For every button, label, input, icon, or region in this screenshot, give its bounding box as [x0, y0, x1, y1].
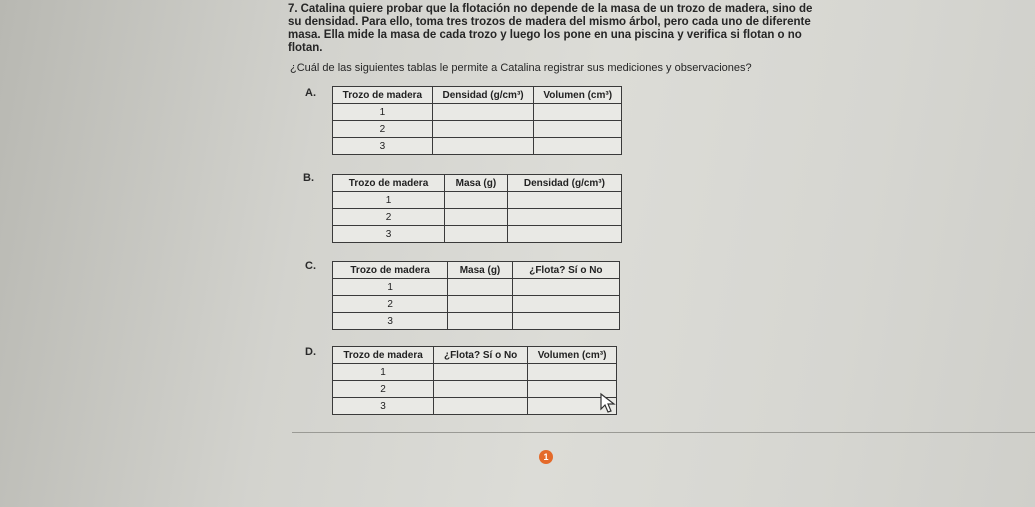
- table-cell: 2: [333, 381, 434, 398]
- table-cell: [528, 364, 617, 381]
- table-header: Trozo de madera: [333, 87, 433, 104]
- question-prompt: ¿Cuál de las siguientes tablas le permite a Catalina registrar sus mediciones y observaciones?: [290, 62, 752, 74]
- table-cell: 3: [333, 313, 448, 330]
- table-cell: [534, 104, 622, 121]
- table-row: [333, 364, 617, 381]
- table-header: Masa (g): [448, 262, 513, 279]
- option-d-table[interactable]: [332, 346, 617, 415]
- table-cell: 2: [333, 296, 448, 313]
- table-header: Densidad (g/cm³): [432, 87, 534, 104]
- question-body: Catalina quiere probar que la flotación no depende de la masa de un trozo de madera, sino de su densidad. Para ello, toma tres trozos de madera del mismo árbol, pero cada uno de diferente masa. Ella mide la masa de cada trozo y luego los pone en una piscina y verifica si flotan o no flotan.: [288, 3, 813, 54]
- table-cell: [434, 364, 528, 381]
- table-header: Densidad (g/cm³): [507, 175, 621, 192]
- table-cell: [432, 121, 534, 138]
- table-row: [333, 279, 620, 296]
- table-cell: [432, 138, 534, 155]
- table-row: [333, 398, 617, 415]
- table-row: [333, 313, 620, 330]
- option-a-label[interactable]: A.: [305, 87, 316, 99]
- table-row: [333, 104, 622, 121]
- option-c-table[interactable]: [332, 261, 620, 330]
- table-cell: 3: [333, 226, 445, 243]
- table-cell: [534, 138, 622, 155]
- table-row: [333, 296, 620, 313]
- table-cell: 3: [333, 398, 434, 415]
- table-header: Volumen (cm³): [534, 87, 622, 104]
- option-b-table[interactable]: [332, 174, 622, 243]
- table-row: [333, 121, 622, 138]
- table-cell: [434, 381, 528, 398]
- table-cell: [512, 279, 619, 296]
- table-header: ¿Flota? Sí o No: [434, 347, 528, 364]
- section-divider: [292, 432, 1035, 433]
- page-badge: 1: [539, 450, 553, 464]
- option-c-label[interactable]: C.: [305, 260, 316, 272]
- table-header: Masa (g): [445, 175, 508, 192]
- option-b-label[interactable]: B.: [303, 172, 314, 184]
- table-cell: [507, 226, 621, 243]
- table-header: Trozo de madera: [333, 347, 434, 364]
- option-a-table[interactable]: [332, 86, 622, 155]
- table-cell: [507, 192, 621, 209]
- table-cell: [445, 192, 508, 209]
- table-row: [333, 381, 617, 398]
- table-header: Trozo de madera: [333, 262, 448, 279]
- table-cell: 3: [333, 138, 433, 155]
- table-row: [333, 192, 622, 209]
- table-row: [333, 226, 622, 243]
- table-cell: [432, 104, 534, 121]
- table-cell: 1: [333, 364, 434, 381]
- table-header: ¿Flota? Sí o No: [512, 262, 619, 279]
- table-cell: 2: [333, 121, 433, 138]
- option-d-label[interactable]: D.: [305, 346, 316, 358]
- table-header: Trozo de madera: [333, 175, 445, 192]
- table-cell: [434, 398, 528, 415]
- table-cell: [448, 296, 513, 313]
- table-header: Volumen (cm³): [528, 347, 617, 364]
- table-cell: [448, 279, 513, 296]
- table-cell: 1: [333, 192, 445, 209]
- table-cell: [445, 226, 508, 243]
- mouse-pointer-icon: [598, 392, 620, 414]
- table-cell: 2: [333, 209, 445, 226]
- question-number: 7.: [288, 3, 298, 15]
- table-cell: [512, 296, 619, 313]
- table-row: [333, 138, 622, 155]
- table-cell: 1: [333, 279, 448, 296]
- table-cell: [534, 121, 622, 138]
- table-cell: [448, 313, 513, 330]
- table-row: [333, 209, 622, 226]
- question-text: [288, 3, 828, 55]
- table-cell: [512, 313, 619, 330]
- table-cell: [445, 209, 508, 226]
- table-cell: 1: [333, 104, 433, 121]
- table-cell: [507, 209, 621, 226]
